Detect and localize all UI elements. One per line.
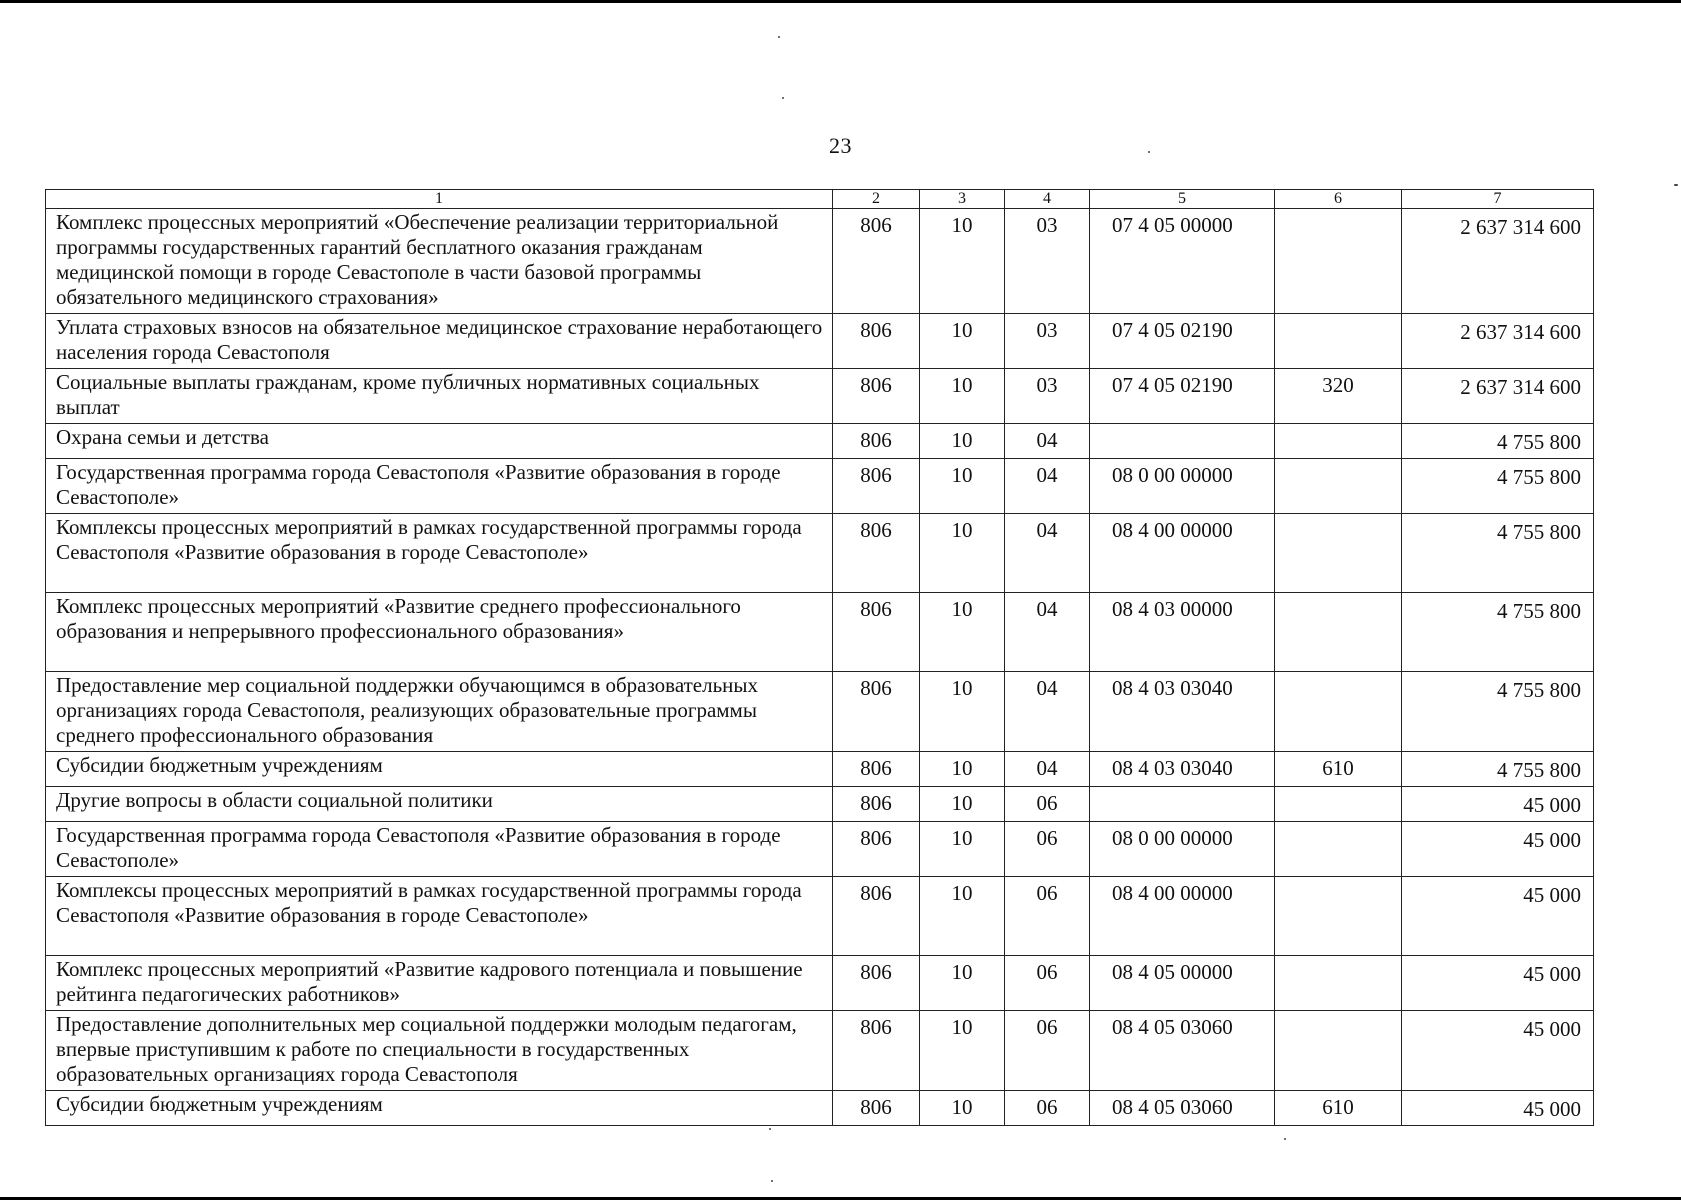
budget-table: [45, 189, 1594, 1126]
table-row: [46, 1091, 1594, 1126]
row-col-6-cell: [1275, 314, 1402, 369]
row-name-cell: Комплекс процессных мероприятий «Обеспечение реализации территориальной программы государственных гарантий бесплатного оказания гражданам медицинской помощи в городе Севастополе в части базовой программы обязательного медицинского страхования»: [46, 209, 833, 314]
scan-speck: [778, 36, 780, 38]
scan-speck: [1148, 151, 1150, 153]
row-col-4-cell: 04: [1005, 752, 1090, 787]
row-col-4-cell: 06: [1005, 956, 1090, 1011]
row-col-4-cell: 03: [1005, 369, 1090, 424]
row-col-5-cell: 08 4 03 03040: [1090, 672, 1275, 752]
row-col-6-cell: [1275, 514, 1402, 593]
row-col-2-cell: 806: [833, 956, 920, 1011]
row-col-2-cell: 806: [833, 424, 920, 459]
row-col-3-cell: 10: [920, 752, 1005, 787]
row-col-6-cell: 610: [1275, 752, 1402, 787]
row-col-4-cell: 04: [1005, 672, 1090, 752]
row-col-3-cell: 10: [920, 956, 1005, 1011]
row-col-5-cell: [1090, 424, 1275, 459]
row-name-cell: Субсидии бюджетным учреждениям: [46, 752, 833, 787]
row-col-2-cell: 806: [833, 593, 920, 672]
row-col-2-cell: 806: [833, 314, 920, 369]
row-name-cell: Государственная программа города Севастополя «Развитие образования в городе Севастополе»: [46, 459, 833, 514]
row-col-5-cell: 07 4 05 00000: [1090, 209, 1275, 314]
row-col-2-cell: 806: [833, 752, 920, 787]
row-col-6-cell: [1275, 822, 1402, 877]
table-row: [46, 514, 1594, 593]
header-col-2: 2: [833, 190, 920, 209]
table-row: [46, 369, 1594, 424]
row-col-5-cell: 08 4 00 00000: [1090, 877, 1275, 956]
row-col-3-cell: 10: [920, 314, 1005, 369]
table-row: [46, 672, 1594, 752]
row-col-4-cell: 06: [1005, 877, 1090, 956]
row-col-3-cell: 10: [920, 672, 1005, 752]
row-name-cell: Другие вопросы в области социальной политики: [46, 787, 833, 822]
table-row: [46, 956, 1594, 1011]
row-col-3-cell: 10: [920, 593, 1005, 672]
row-col-2-cell: 806: [833, 787, 920, 822]
row-col-4-cell: 04: [1005, 459, 1090, 514]
row-name-cell: Комплекс процессных мероприятий «Развитие кадрового потенциала и повышение рейтинга педагогических работников»: [46, 956, 833, 1011]
table-row: [46, 424, 1594, 459]
row-col-6-cell: [1275, 877, 1402, 956]
row-col-7-cell: 4 755 800: [1402, 752, 1594, 787]
table-row: [46, 459, 1594, 514]
row-col-4-cell: 06: [1005, 1091, 1090, 1126]
row-col-7-cell: 45 000: [1402, 956, 1594, 1011]
row-name-cell: Предоставление дополнительных мер социальной поддержки молодым педагогам, впервые приступившим к работе по специальности в государственных образовательных организациях города Севастополя: [46, 1011, 833, 1091]
row-col-7-cell: 45 000: [1402, 1091, 1594, 1126]
table-row: [46, 787, 1594, 822]
row-col-6-cell: [1275, 424, 1402, 459]
row-col-6-cell: 610: [1275, 1091, 1402, 1126]
table-row: [46, 752, 1594, 787]
header-col-6: 6: [1275, 190, 1402, 209]
scan-speck: [769, 1128, 771, 1130]
row-col-7-cell: 4 755 800: [1402, 514, 1594, 593]
row-name-cell: Предоставление мер социальной поддержки обучающимся в образовательных организациях города Севастополя, реализующих образовательные программы среднего профессионального образования: [46, 672, 833, 752]
row-col-7-cell: 4 755 800: [1402, 424, 1594, 459]
row-col-4-cell: 06: [1005, 822, 1090, 877]
scan-speck: [771, 1180, 773, 1182]
row-col-4-cell: 06: [1005, 1011, 1090, 1091]
row-col-2-cell: 806: [833, 822, 920, 877]
row-col-2-cell: 806: [833, 1091, 920, 1126]
table-row: [46, 314, 1594, 369]
page-number: 23: [829, 133, 852, 158]
row-col-4-cell: 04: [1005, 514, 1090, 593]
row-col-4-cell: 04: [1005, 593, 1090, 672]
row-col-5-cell: 08 4 05 00000: [1090, 956, 1275, 1011]
header-col-4: 4: [1005, 190, 1090, 209]
scan-speck: [1674, 184, 1678, 186]
row-name-cell: Комплексы процессных мероприятий в рамках государственной программы города Севастополя «Развитие образования в городе Севастополе»: [46, 514, 833, 593]
row-col-4-cell: 06: [1005, 787, 1090, 822]
row-col-7-cell: 2 637 314 600: [1402, 369, 1594, 424]
row-col-2-cell: 806: [833, 209, 920, 314]
scan-edge-top: [0, 0, 1681, 3]
row-col-6-cell: [1275, 956, 1402, 1011]
table-row: [46, 1011, 1594, 1091]
row-col-5-cell: 08 4 03 00000: [1090, 593, 1275, 672]
row-col-6-cell: [1275, 593, 1402, 672]
table-row: [46, 593, 1594, 672]
row-col-4-cell: 03: [1005, 209, 1090, 314]
table-header-row: [46, 190, 1594, 209]
table-body: [46, 209, 1594, 1126]
row-name-cell: Социальные выплаты гражданам, кроме публичных нормативных социальных выплат: [46, 369, 833, 424]
row-col-5-cell: 07 4 05 02190: [1090, 314, 1275, 369]
row-col-3-cell: 10: [920, 459, 1005, 514]
row-col-7-cell: 45 000: [1402, 1011, 1594, 1091]
row-col-6-cell: 320: [1275, 369, 1402, 424]
header-col-7: 7: [1402, 190, 1594, 209]
row-col-6-cell: [1275, 672, 1402, 752]
row-name-cell: Комплекс процессных мероприятий «Развитие среднего профессионального образования и непрерывного профессионального образования»: [46, 593, 833, 672]
row-col-4-cell: 03: [1005, 314, 1090, 369]
row-col-5-cell: 07 4 05 02190: [1090, 369, 1275, 424]
row-col-2-cell: 806: [833, 877, 920, 956]
row-name-cell: Субсидии бюджетным учреждениям: [46, 1091, 833, 1126]
row-col-7-cell: 4 755 800: [1402, 593, 1594, 672]
row-col-3-cell: 10: [920, 424, 1005, 459]
row-col-6-cell: [1275, 209, 1402, 314]
row-col-7-cell: 45 000: [1402, 822, 1594, 877]
row-col-6-cell: [1275, 1011, 1402, 1091]
row-col-5-cell: 08 0 00 00000: [1090, 822, 1275, 877]
row-name-cell: Уплата страховых взносов на обязательное медицинское страхование неработающего населения города Севастополя: [46, 314, 833, 369]
header-col-5: 5: [1090, 190, 1275, 209]
row-col-2-cell: 806: [833, 369, 920, 424]
row-col-7-cell: 2 637 314 600: [1402, 209, 1594, 314]
row-col-6-cell: [1275, 787, 1402, 822]
header-col-3: 3: [920, 190, 1005, 209]
table-row: [46, 209, 1594, 314]
row-col-7-cell: 45 000: [1402, 877, 1594, 956]
scan-speck: [782, 97, 784, 99]
table-row: [46, 822, 1594, 877]
row-col-3-cell: 10: [920, 1011, 1005, 1091]
row-col-3-cell: 10: [920, 877, 1005, 956]
row-col-7-cell: 45 000: [1402, 787, 1594, 822]
row-col-3-cell: 10: [920, 1091, 1005, 1126]
row-col-3-cell: 10: [920, 209, 1005, 314]
row-col-5-cell: 08 4 05 03060: [1090, 1011, 1275, 1091]
row-col-4-cell: 04: [1005, 424, 1090, 459]
row-col-3-cell: 10: [920, 369, 1005, 424]
row-col-6-cell: [1275, 459, 1402, 514]
row-col-5-cell: 08 4 00 00000: [1090, 514, 1275, 593]
row-col-2-cell: 806: [833, 1011, 920, 1091]
row-col-2-cell: 806: [833, 672, 920, 752]
row-col-7-cell: 2 637 314 600: [1402, 314, 1594, 369]
row-col-5-cell: 08 0 00 00000: [1090, 459, 1275, 514]
row-col-5-cell: [1090, 787, 1275, 822]
row-col-7-cell: 4 755 800: [1402, 459, 1594, 514]
table-row: [46, 877, 1594, 956]
row-col-3-cell: 10: [920, 514, 1005, 593]
row-col-3-cell: 10: [920, 822, 1005, 877]
header-col-1: 1: [46, 190, 833, 209]
row-col-7-cell: 4 755 800: [1402, 672, 1594, 752]
row-col-2-cell: 806: [833, 514, 920, 593]
row-col-5-cell: 08 4 05 03060: [1090, 1091, 1275, 1126]
row-col-3-cell: 10: [920, 787, 1005, 822]
row-name-cell: Комплексы процессных мероприятий в рамках государственной программы города Севастополя «Развитие образования в городе Севастополе»: [46, 877, 833, 956]
row-name-cell: Государственная программа города Севастополя «Развитие образования в городе Севастополе»: [46, 822, 833, 877]
row-col-2-cell: 806: [833, 459, 920, 514]
row-col-5-cell: 08 4 03 03040: [1090, 752, 1275, 787]
row-name-cell: Охрана семьи и детства: [46, 424, 833, 459]
scan-speck: [1284, 1138, 1286, 1140]
